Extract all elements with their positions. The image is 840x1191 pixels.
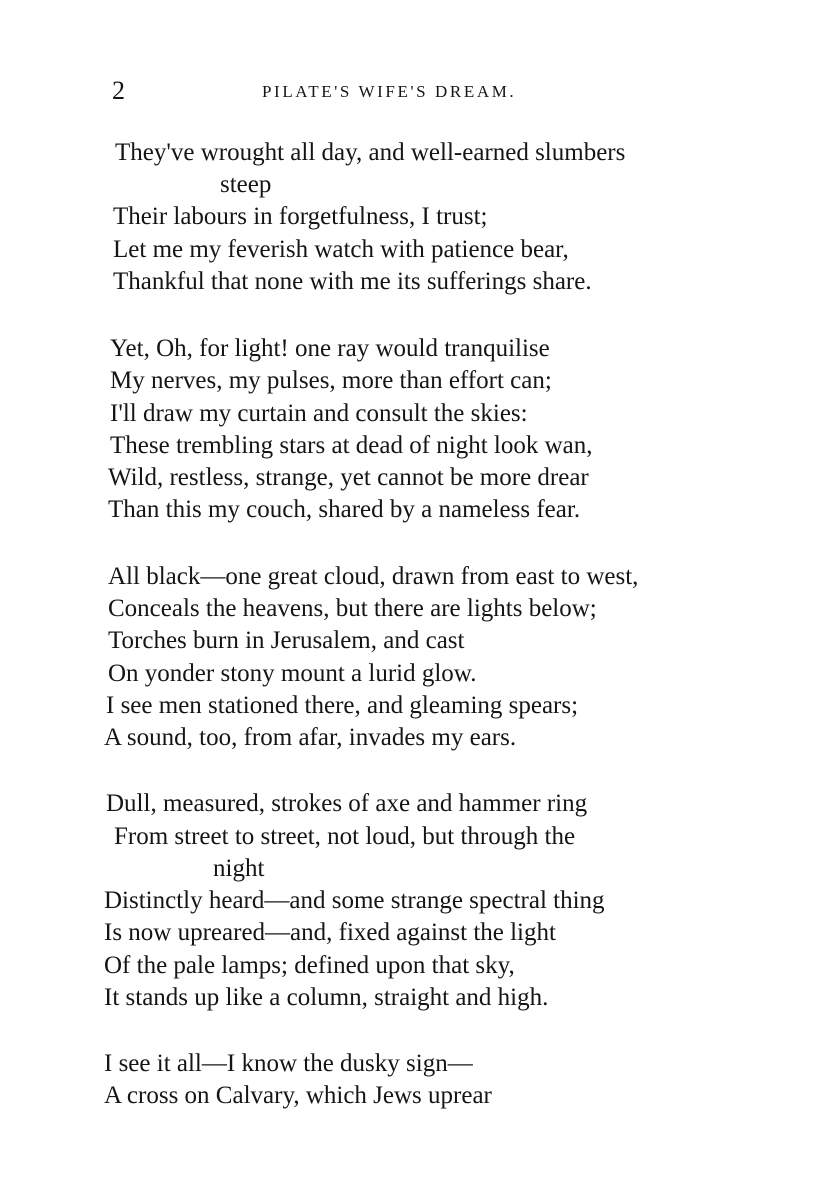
poem-line: It stands up like a column, straight and high. xyxy=(104,984,549,1011)
poem-line: Torches burn in Jerusalem, and cast xyxy=(108,627,465,654)
poem-line: I see men stationed there, and gleaming spears; xyxy=(106,692,579,719)
poem-line: steep xyxy=(220,171,272,198)
running-title: PILATE'S WIFE'S DREAM. xyxy=(262,82,517,101)
poem-line: Conceals the heavens, but there are lights below; xyxy=(108,595,597,622)
poem-line: These trembling stars at dead of night look wan, xyxy=(110,432,593,459)
poem-line: Let me my feverish watch with patience bear, xyxy=(113,236,569,263)
poem-line: Thankful that none with me its sufferings share. xyxy=(113,268,592,295)
poem-line: Wild, restless, strange, yet cannot be more drear xyxy=(108,464,589,491)
poem-line: night xyxy=(213,855,265,882)
poem-line: Is now upreared—and, fixed against the light xyxy=(104,919,556,946)
poem-line: Yet, Oh, for light! one ray would tranquilise xyxy=(110,335,550,362)
poem-line: I see it all—I know the dusky sign— xyxy=(104,1050,473,1077)
poem-line: All black—one great cloud, drawn from east to west, xyxy=(108,563,639,590)
poem-line: My nerves, my pulses, more than effort can; xyxy=(110,367,552,394)
poem-line: Dull, measured, strokes of axe and hammer ring xyxy=(106,790,588,817)
poem-line: They've wrought all day, and well-earned slumbers xyxy=(115,139,626,166)
poem-line: I'll draw my curtain and consult the skies: xyxy=(110,400,528,427)
poem-line: A sound, too, from afar, invades my ears. xyxy=(104,724,517,751)
page-number: 2 xyxy=(112,76,125,105)
poem-line: Of the pale lamps; defined upon that sky, xyxy=(104,952,515,979)
poem-line: Distinctly heard—and some strange spectral thing xyxy=(104,887,605,914)
poem-line: Their labours in forgetfulness, I trust; xyxy=(113,203,488,230)
poem-line: On yonder stony mount a lurid glow. xyxy=(108,660,477,687)
poem-line: Than this my couch, shared by a nameless fear. xyxy=(108,496,581,523)
poem-line: A cross on Calvary, which Jews uprear xyxy=(104,1082,492,1109)
poem-line: From street to street, not loud, but through the xyxy=(114,823,576,850)
